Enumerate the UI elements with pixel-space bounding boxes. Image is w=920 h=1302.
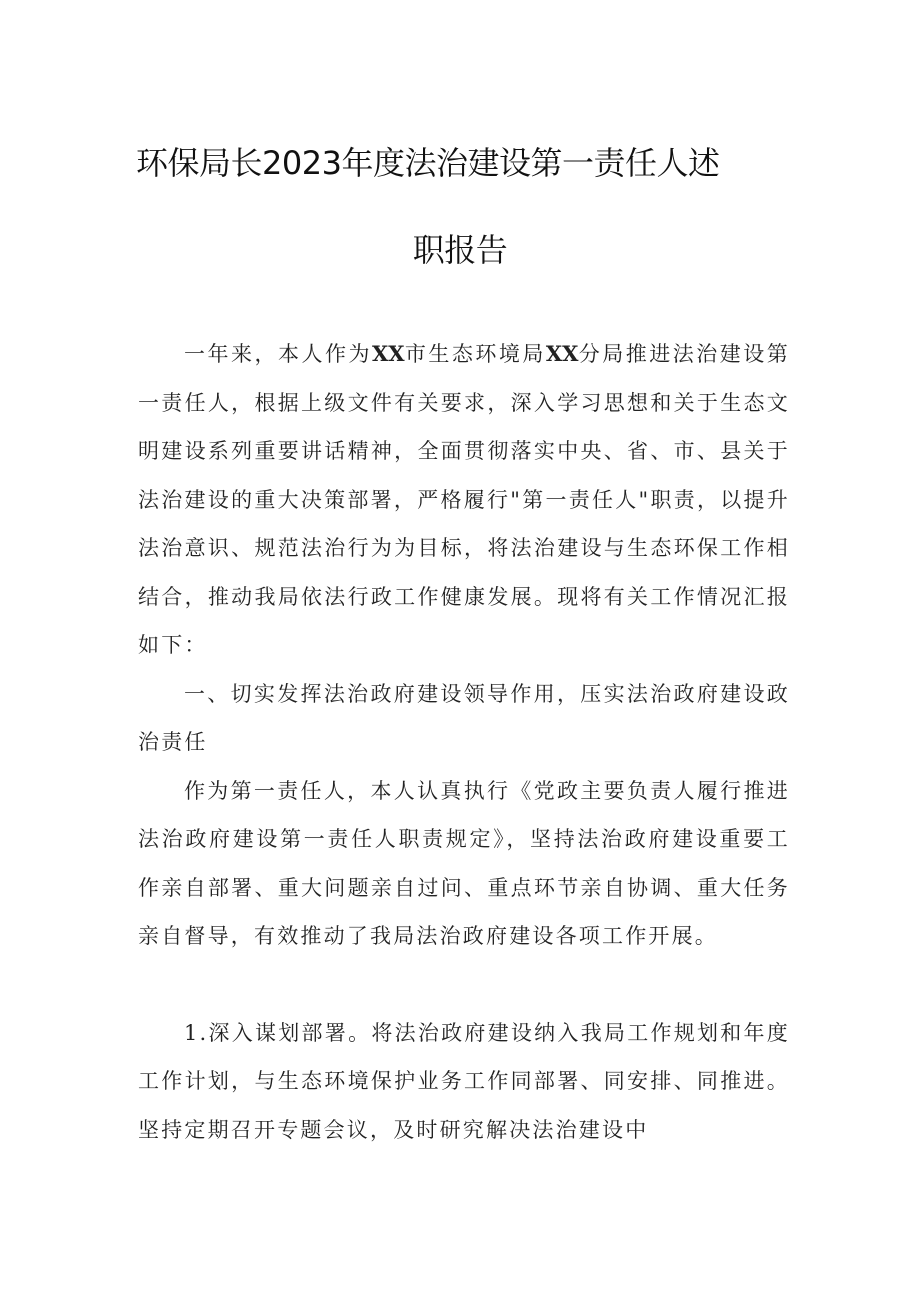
section-1-heading: 一、切实发挥法治政府建设领导作用，压实法治政府建设政治责任 [138, 681, 790, 754]
intro-text-part-1: 一年来，本人作为 [184, 342, 372, 366]
intro-paragraph [138, 330, 790, 670]
section-1-body: 作为第一责任人，本人认真执行《党政主要负责人履行推进法治政府建设第一责任人职责规定》，坚持法治政府建设重要工作亲自部署、重大问题亲自过问、重点环节亲自协调、重大任务亲自督导，有效推动了我局法治政府建设各项工作开展。 [138, 778, 790, 948]
intro-text-part-3: 分局推进法治建设第一责任人，根据上级文件有关要求，深入学习思想和关于生态文明建设系列重要讲话精神，全面贯彻落实中央、省、市、县关于法治建设的重大决策部署，严格履行"第一责任人"职责，以提升法治意识、规范法治行为为目标，将法治建设与生态环保工作相结合，推动我局依法行政工作健康发展。现将有关工作情况汇报如下： [138, 342, 790, 657]
intro-placeholder-branch: XX [545, 341, 579, 366]
document-title-line-1: 环保局长2023年度法治建设第一责任人述 [136, 144, 720, 182]
intro-placeholder-city: XX [372, 341, 405, 366]
intro-text-part-2: 市生态环境局 [404, 342, 546, 366]
item-1-paragraph: 1.深入谋划部署。将法治政府建设纳入我局工作规划和年度工作计划，与生态环境保护业务工作同部署、同安排、同推进。坚持定期召开专题会议，及时研究解决法治建设中 [138, 1020, 790, 1142]
document-title-line-2: 职报告 [412, 231, 508, 269]
document-body [138, 330, 790, 1154]
